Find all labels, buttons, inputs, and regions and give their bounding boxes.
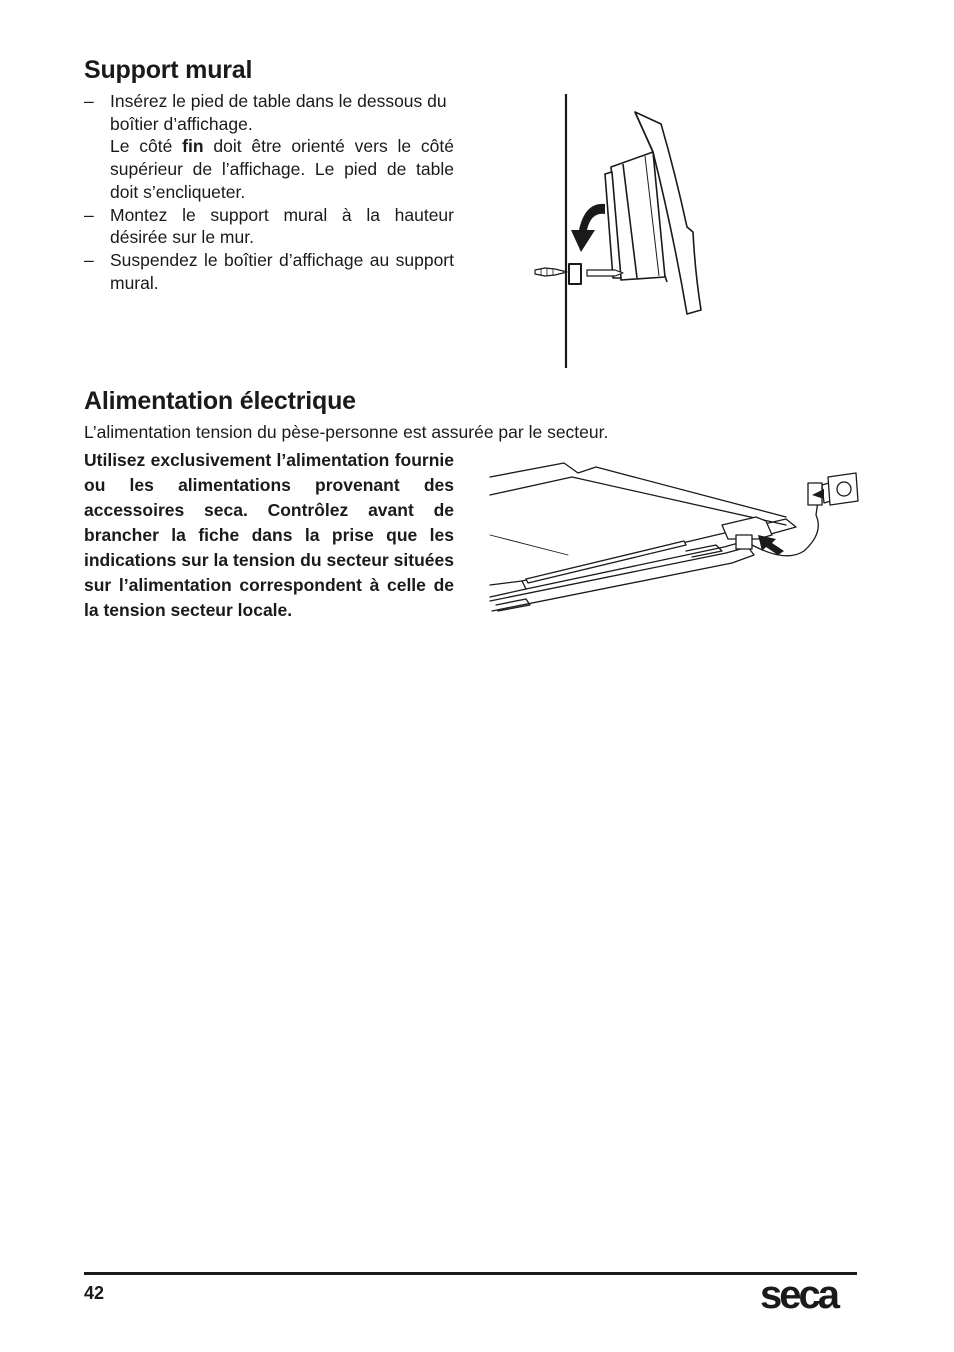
scale-power-illustration	[486, 455, 866, 620]
power-intro-text: L’alimentation tension du pèse-personne est assurée par le secteur.	[84, 422, 609, 442]
footer-divider	[84, 1272, 857, 1275]
note-text-before: Le côté	[110, 136, 183, 157]
list-item	[84, 249, 454, 294]
power-warning-text: Utilisez exclusivement l’alimentation fournie ou les alimentations provenant des accessoires seca. Contrôlez avant de brancher la fiche dans la prise que les indications sur la tension du secteur situées sur l’alimentation correspondent à celle de la tension secteur locale.	[84, 450, 454, 620]
instruction-note	[110, 135, 454, 203]
note-text-after: doit être orienté vers le côté supérieur de l’affichage. Le pied de table doit s’encliqueter.	[110, 136, 454, 202]
list-item	[84, 90, 454, 204]
instruction-text: Insérez le pied de table dans le dessous du boîtier d’affichage.	[110, 91, 447, 134]
seca-logo	[760, 1264, 858, 1316]
dash-bullet: –	[84, 249, 94, 270]
dash-bullet: –	[84, 204, 94, 225]
dash-bullet: –	[84, 91, 94, 111]
instruction-text: Montez le support mural à la hauteur désirée sur le mur.	[110, 204, 454, 248]
wall-mount-illustration	[525, 92, 710, 372]
section-title-alimentation: Alimentation électrique	[84, 387, 356, 415]
note-bold-word: fin	[182, 136, 204, 157]
instruction-text: Suspendez le boîtier d’affichage au support mural.	[110, 249, 454, 293]
list-item	[84, 204, 454, 249]
section-title-support-mural: Support mural	[84, 56, 253, 84]
logo-text: seca	[760, 1273, 837, 1316]
support-instructions-list	[84, 90, 454, 294]
page-number: 42	[84, 1283, 105, 1303]
